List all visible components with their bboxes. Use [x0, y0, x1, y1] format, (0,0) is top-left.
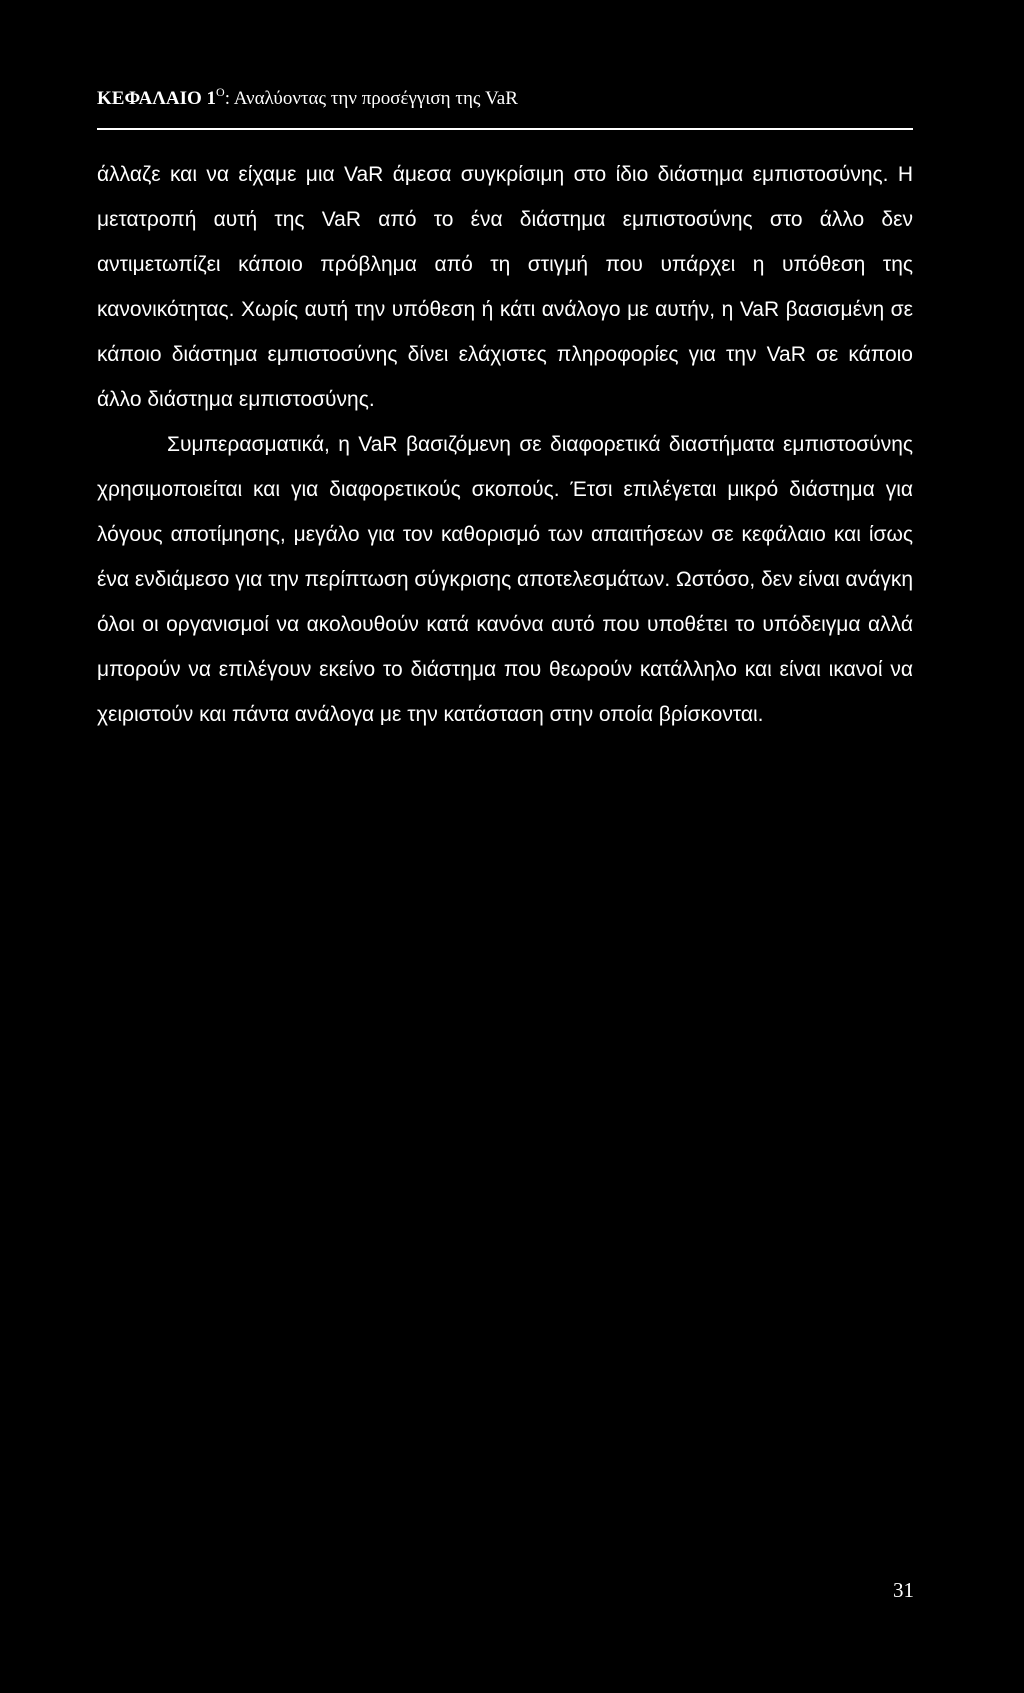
chapter-label: ΚΕΦΑΛΑΙΟ 1 [97, 88, 217, 109]
chapter-superscript: Ο [216, 85, 225, 99]
body-text [97, 152, 913, 737]
header-rule [97, 128, 913, 130]
page-number: 31 [893, 1578, 914, 1602]
chapter-title: : Αναλύοντας την προσέγγιση της VaR [224, 88, 518, 109]
paragraph: Συμπερασματικά, η VaR βασιζόμενη σε διαφορετικά διαστήματα εμπιστοσύνης χρησιμοποιείται και για διαφορετικούς σκοπούς. Έτσι επιλέγεται μικρό διάστημα για λόγους αποτίμησης, μεγάλο για τον καθορισμό των απαιτήσεων σε κεφάλαιο και ίσως ένα ενδιάμεσο για την περίπτωση σύγκρισης αποτελεσμάτων. Ωστόσο, δεν είναι ανάγκη όλοι οι οργανισμοί να ακολουθούν κατά κανόνα αυτό που υποθέτει το υπόδειγμα αλλά μπορούν να επιλέγουν εκείνο το διάστημα που θεωρούν κατάλληλο και είναι ικανοί να χειριστούν και πάντα ανάλογα με την κατάσταση στην οποία βρίσκονται. [97, 433, 914, 726]
paragraph-continued: άλλαζε και να είχαμε μια VaR άμεσα συγκρίσιμη στο ίδιο διάστημα εμπιστοσύνης. Η μετατροπή αυτή της VaR από το ένα διάστημα εμπιστοσύνης στο άλλο δεν αντιμετωπίζει κάποιο πρόβλημα από τη στιγμή που υπάρχει η υπόθεση της κανονικότητας. Χωρίς αυτή την υπόθεση ή κάτι ανάλογο με αυτήν, η VaR βασισμένη σε κάποιο διάστημα εμπιστοσύνης δίνει ελάχιστες πληροφορίες για την VaR σε κάποιο άλλο διάστημα εμπιστοσύνης. [97, 163, 913, 411]
running-header [97, 80, 917, 111]
